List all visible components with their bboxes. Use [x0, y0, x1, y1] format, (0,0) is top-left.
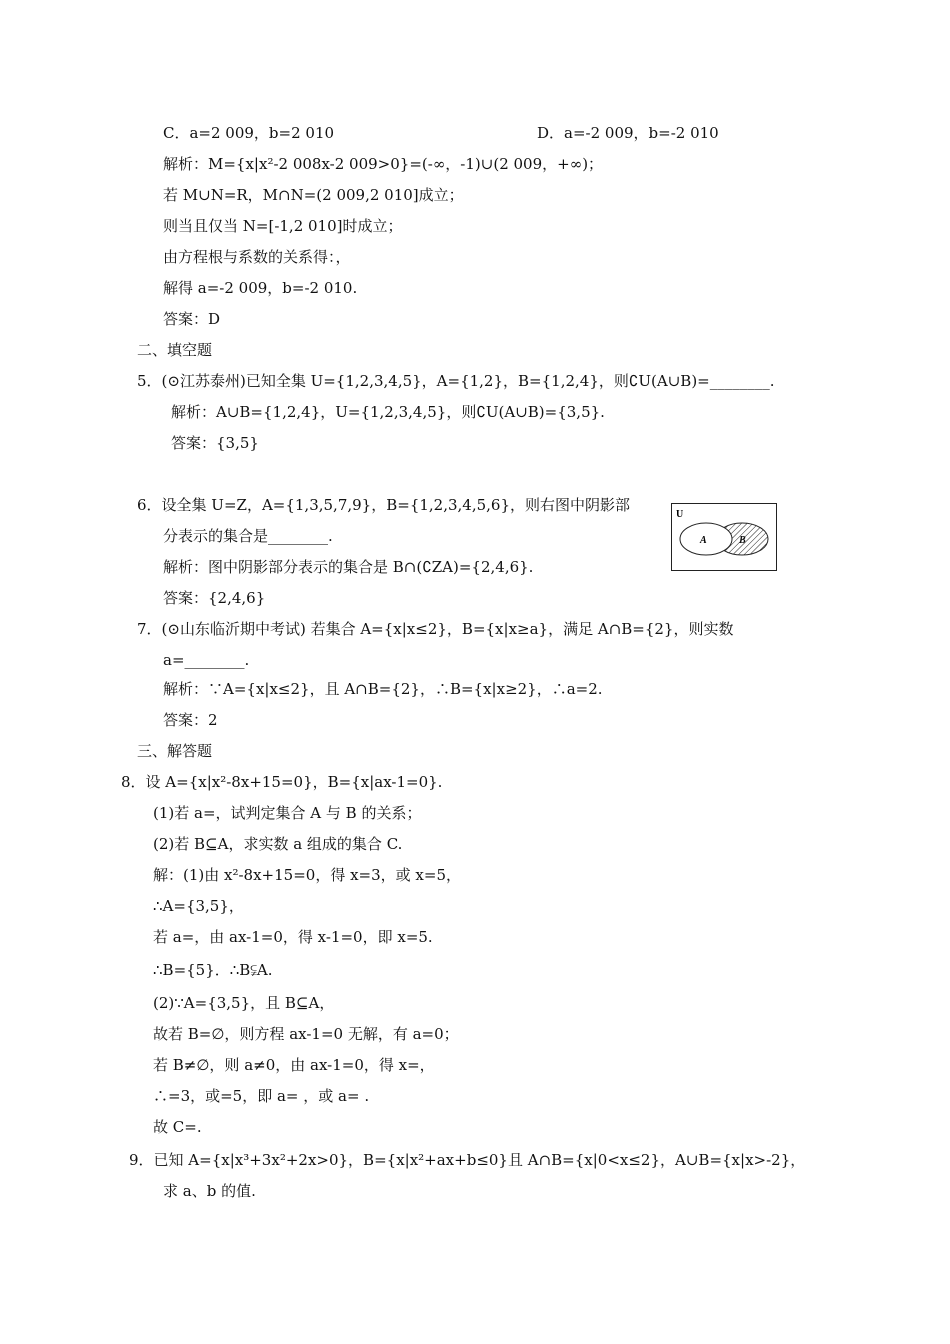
venn-label-a: A	[700, 535, 707, 546]
section-solve: 三、解答题	[137, 742, 213, 760]
q5-stem: 5．(⊙江苏泰州)已知全集 U={1,2,3,4,5}，A={1,2}，B={1,2,4}，则∁U(A∪B)=________.	[137, 372, 775, 390]
q9-stem-line1: 9．已知 A={x|x³+3x²+2x>0}，B={x|x²+ax+b≤0}且 A∩B={x|0<x≤2}，A∪B={x|x>-2}，	[129, 1151, 806, 1169]
q9-stem-line2: 求 a、b 的值.	[163, 1182, 256, 1200]
q8-solution-line9: 故 C=.	[153, 1118, 202, 1136]
q7-stem-line1: 7．(⊙山东临沂期中考试) 若集合 A={x|x≤2}，B={x|x≥a}，满足 A∩B={2}，则实数	[137, 620, 734, 638]
q8-solution-line3: 若 a=，由 ax-1=0，得 x-1=0，即 x=5.	[153, 928, 433, 946]
q8-solution-line2: ∴A={3,5}，	[153, 897, 244, 915]
venn-label-u: U	[676, 509, 684, 520]
q4-analysis-line2: 若 M∪N=R，M∩N=(2 009,2 010]成立；	[163, 186, 464, 204]
q4-analysis-line3: 则当且仅当 N=[-1,2 010]时成立；	[163, 217, 403, 235]
q7-analysis: 解析：∵A={x|x≤2}，且 A∩B={2}，∴B={x|x≥2}，∴a=2.	[163, 680, 603, 698]
q7-answer: 答案：2	[163, 711, 218, 729]
q4-analysis-line1: 解析：M={x|x²-2 008x-2 009>0}=(-∞，-1)∪(2 009，+∞)；	[163, 155, 604, 173]
venn-diagram	[671, 503, 777, 571]
q6-analysis: 解析：图中阴影部分表示的集合是 B∩(∁ZA)={2,4,6}.	[163, 558, 534, 576]
q8-solution-line5: (2)∵A={3,5}，且 B⊆A，	[153, 994, 335, 1012]
q6-stem-line1: 6．设全集 U=Z，A={1,3,5,7,9}，B={1,2,3,4,5,6}，则右图中阴影部	[137, 496, 631, 514]
venn-label-b: B	[739, 535, 746, 546]
section-fill-in: 二、填空题	[137, 341, 213, 359]
q8-part1: (1)若 a=，试判定集合 A 与 B 的关系；	[153, 804, 422, 822]
q8-solution-line1: 解：(1)由 x²-8x+15=0，得 x=3，或 x=5，	[153, 866, 462, 884]
q8-solution-line6: 故若 B=∅，则方程 ax-1=0 无解，有 a=0；	[153, 1025, 459, 1043]
q4-answer: 答案：D	[163, 310, 221, 328]
q6-stem-line2: 分表示的集合是________.	[163, 527, 333, 545]
q7-stem-line2: a=________.	[163, 651, 250, 669]
q8-solution-line4: ∴B={5}．∴B⫋A.	[153, 961, 273, 979]
q8-stem: 8．设 A={x|x²-8x+15=0}，B={x|ax-1=0}.	[121, 773, 443, 791]
q5-answer: 答案：{3,5}	[171, 434, 259, 452]
q8-solution-line7: 若 B≠∅，则 a≠0，由 ax-1=0，得 x=，	[153, 1056, 435, 1074]
q8-solution-line8: ∴=3，或=5，即 a= ，或 a= .	[153, 1087, 370, 1105]
q4-analysis-line5: 解得 a=-2 009，b=-2 010.	[163, 279, 358, 297]
q5-analysis: 解析：A∪B={1,2,4}，U={1,2,3,4,5}，则∁U(A∪B)={3,5}.	[171, 403, 605, 421]
option-d: D．a=-2 009，b=-2 010	[537, 124, 719, 142]
q8-part2: (2)若 B⊆A，求实数 a 组成的集合 C.	[153, 835, 403, 853]
q6-answer: 答案：{2,4,6}	[163, 589, 266, 607]
option-c: C．a=2 009，b=2 010	[163, 124, 335, 142]
q4-analysis-line4: 由方程根与系数的关系得：，	[163, 248, 351, 266]
